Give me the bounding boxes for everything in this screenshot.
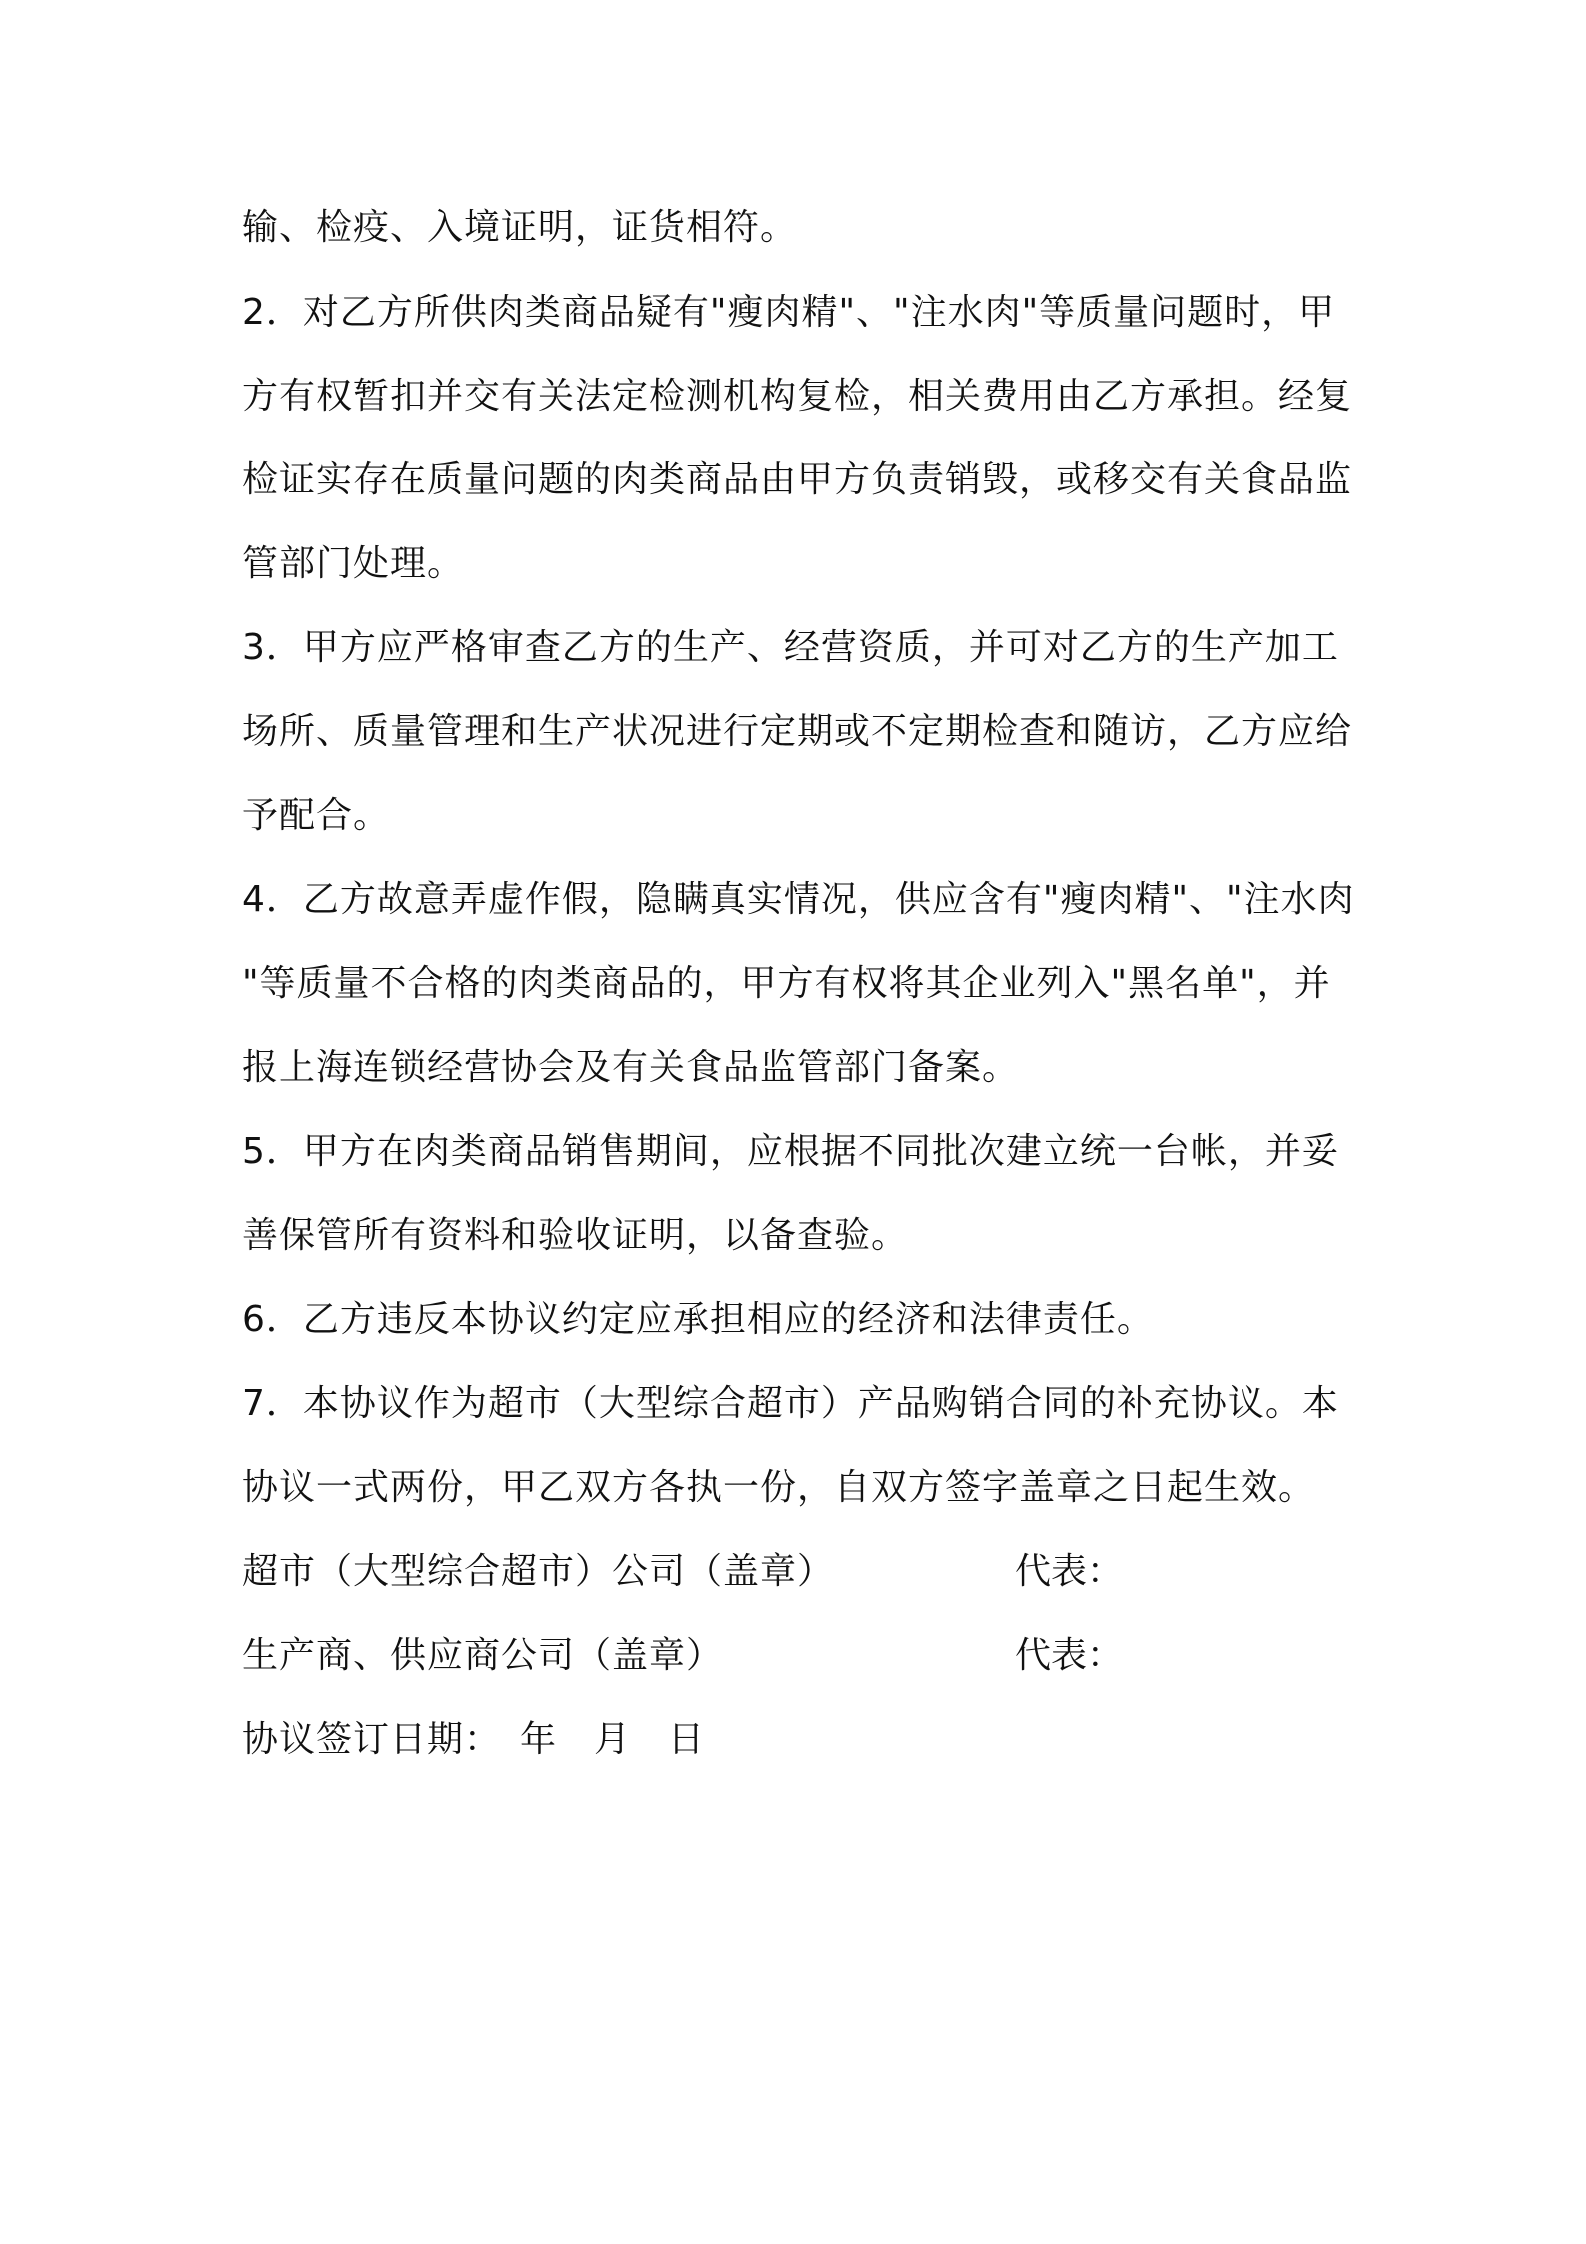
text-line: 协议一式两份，甲乙双方各执一份，自双方签字盖章之日起生效。 [242,1467,1316,1508]
text-line: 输、检疫、入境证明，证货相符。 [242,207,798,248]
text-line: 方有权暂扣并交有关法定检测机构复检，相关费用由乙方承担。经复 [242,376,1353,417]
text-line: 7．本协议作为超市（大型综合超市）产品购销合同的补充协议。本 [242,1383,1339,1424]
text-line: 善保管所有资料和验收证明，以备查验。 [242,1215,909,1256]
signing-date-line: 协议签订日期： 年 月 日 [242,1719,706,1760]
text-line: 5．甲方在肉类商品销售期间，应根据不同批次建立统一台帐，并妥 [242,1131,1339,1172]
party-a-seal-label: 超市（大型综合超市）公司（盖章） [242,1551,835,1592]
text-line: 予配合。 [242,795,391,836]
text-line: "等质量不合格的肉类商品的，甲方有权将其企业列入"黑名单"，并 [242,963,1331,1004]
text-line: 6．乙方违反本协议约定应承担相应的经济和法律责任。 [242,1299,1154,1340]
party-b-seal-label: 生产商、供应商公司（盖章） [242,1635,724,1676]
text-line: 报上海连锁经营协会及有关食品监管部门备案。 [242,1047,1020,1088]
text-line: 检证实存在质量问题的肉类商品由甲方负责销毁，或移交有关食品监 [242,459,1353,500]
party-a-representative-label: 代表： [1015,1551,1124,1592]
text-line: 场所、质量管理和生产状况进行定期或不定期检查和随访，乙方应给 [242,711,1353,752]
text-line: 管部门处理。 [242,543,465,584]
text-line: 2．对乙方所供肉类商品疑有"瘦肉精"、"注水肉"等质量问题时，甲 [242,292,1336,333]
text-line: 3．甲方应严格审查乙方的生产、经营资质，并可对乙方的生产加工 [242,627,1339,668]
text-line: 4．乙方故意弄虚作假，隐瞒真实情况，供应含有"瘦肉精"、"注水肉 [242,879,1355,920]
party-b-representative-label: 代表： [1015,1635,1124,1676]
